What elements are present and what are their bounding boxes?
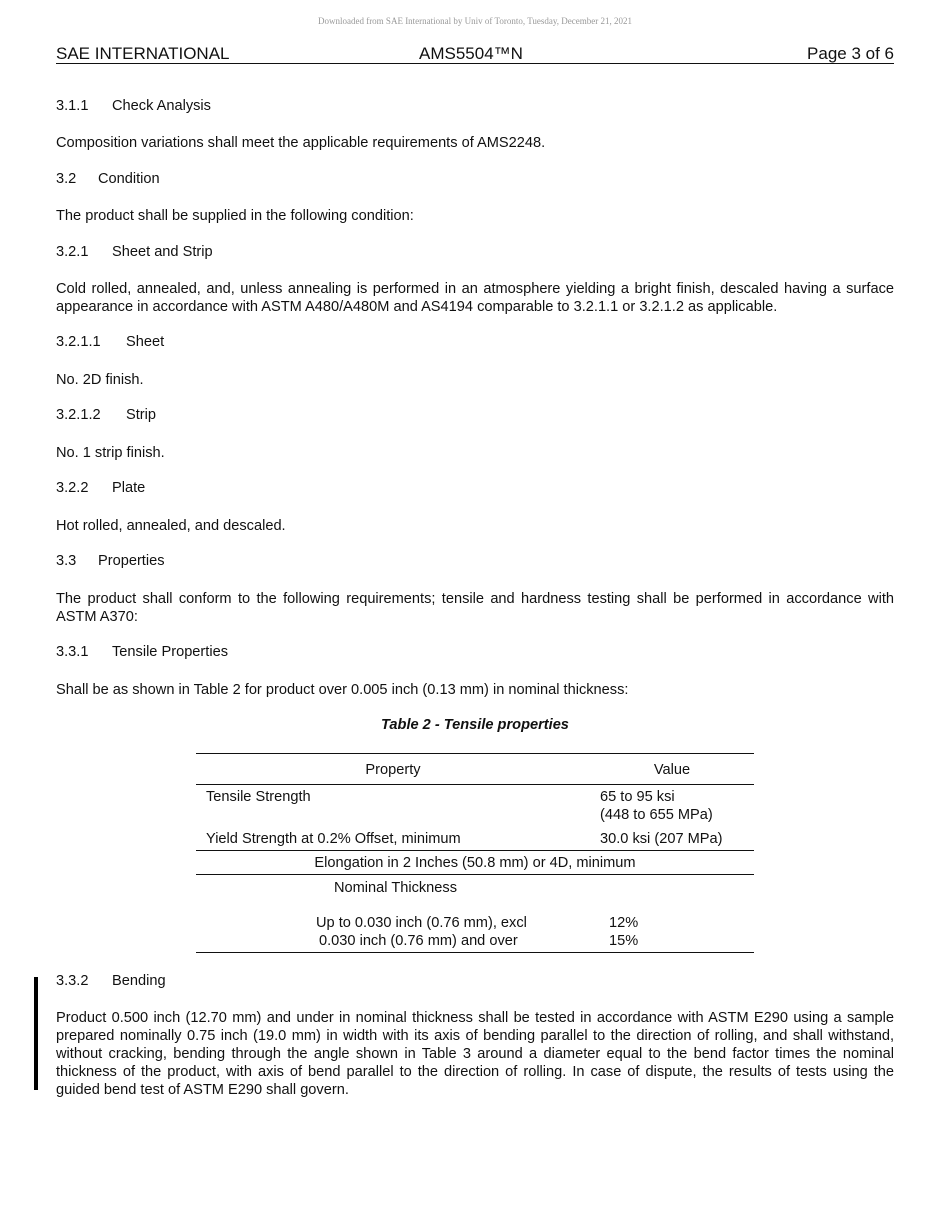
section-body-3-2-1-2: No. 1 strip finish. [56, 445, 165, 461]
section-title: Bending [112, 973, 166, 989]
section-number: 3.1.1 [56, 98, 89, 114]
yield-strength-value: 30.0 ksi (207 MPa) [600, 831, 723, 847]
section-heading-3-2-2 [56, 480, 146, 496]
section-title: Check Analysis [112, 98, 211, 114]
section-body-3-2-1-1: No. 2D finish. [56, 372, 144, 388]
table-bottom-rule [196, 952, 754, 953]
section-heading-3-3-1 [56, 644, 228, 660]
header-org: SAE INTERNATIONAL [56, 44, 230, 63]
section-title: Condition [98, 171, 160, 187]
revision-change-bar [34, 977, 38, 1090]
table-row-rule [196, 850, 754, 851]
section-heading-3-2-1-1 [56, 334, 165, 350]
section-number: 3.3.1 [56, 644, 89, 660]
section-body-3-3: The product shall conform to the following requirements; tensile and hardness testing shall be performed in accordance with ASTM A370: [56, 591, 894, 625]
column-header-value: Value [653, 762, 691, 778]
section-number: 3.3 [56, 553, 77, 569]
download-watermark: Downloaded from SAE International by Univ of Toronto, Tuesday, December 21, 2021 [317, 16, 633, 26]
header-doc-number: AMS5504™N [419, 44, 523, 63]
tensile-strength-value-ksi: 65 to 95 ksi [600, 789, 675, 805]
section-title: Plate [112, 480, 146, 496]
section-body-3-3-2: Product 0.500 inch (12.70 mm) and under in nominal thickness shall be tested in accordance with ASTM E290 using a sample prepared nominally 0.75 inch (19.0 mm) in width with its axis of bending parallel to the direction of rolling, and shall withstand, without cracking, bending through the angle shown in Table 3 around a diameter equal to the bend factor times the nominal thickness of the product, with axis of bend parallel to the direction of rolling. In case of dispute, the results of tests using the guided bend test of ASTM E290 shall govern. [56, 1010, 894, 1098]
table-title: Table 2 - Tensile properties [381, 717, 569, 733]
section-body-3-2: The product shall be supplied in the following condition: [56, 208, 414, 224]
table-row-rule [196, 874, 754, 875]
column-header-property: Property [365, 762, 421, 778]
section-body-3-2-1: Cold rolled, annealed, and, unless annealing is performed in an atmosphere yielding a bright finish, descaled having a surface appearance in accordance with ASTM A480/A480M and AS4194 comparable to 3.2.1.1 or 3.2.1.2 as applicable. [56, 281, 894, 315]
section-number: 3.2.1.1 [56, 334, 101, 350]
section-heading-3-2 [56, 171, 160, 187]
section-title: Tensile Properties [112, 644, 228, 660]
section-title: Strip [126, 407, 157, 423]
thickness-row-2-value: 15% [609, 933, 639, 949]
section-body-3-2-2: Hot rolled, annealed, and descaled. [56, 518, 286, 534]
section-number: 3.2.1 [56, 244, 89, 260]
thickness-row-2-label: 0.030 inch (0.76 mm) and over [319, 933, 518, 949]
section-heading-3-2-1-2 [56, 407, 157, 423]
tensile-strength-value-mpa: (448 to 655 MPa) [600, 807, 713, 823]
section-body-3-1-1: Composition variations shall meet the applicable requirements of AMS2248. [56, 135, 546, 151]
section-heading-3-2-1 [56, 244, 213, 260]
thickness-row-1-value: 12% [609, 915, 639, 931]
section-number: 3.2.1.2 [56, 407, 101, 423]
table-header-rule [196, 784, 754, 785]
section-title: Sheet and Strip [112, 244, 213, 260]
elongation-label: Elongation in 2 Inches (50.8 mm) or 4D, minimum [314, 855, 636, 871]
nominal-thickness-label: Nominal Thickness [334, 880, 458, 896]
section-heading-3-3-2 [56, 973, 166, 989]
tensile-strength-label: Tensile Strength [206, 789, 311, 805]
section-title: Sheet [126, 334, 165, 350]
section-number: 3.3.2 [56, 973, 89, 989]
section-number: 3.2.2 [56, 480, 89, 496]
section-body-3-3-1: Shall be as shown in Table 2 for product over 0.005 inch (0.13 mm) in nominal thickness: [56, 682, 629, 698]
section-heading-3-3 [56, 553, 165, 569]
section-heading-3-1-1 [56, 98, 211, 114]
header-page-number: Page 3 of 6 [807, 44, 894, 63]
header-rule [56, 63, 894, 64]
section-title: Properties [98, 553, 165, 569]
yield-strength-label: Yield Strength at 0.2% Offset, minimum [206, 831, 461, 847]
thickness-row-1-label: Up to 0.030 inch (0.76 mm), excl [316, 915, 527, 931]
table-top-rule [196, 753, 754, 754]
section-number: 3.2 [56, 171, 77, 187]
